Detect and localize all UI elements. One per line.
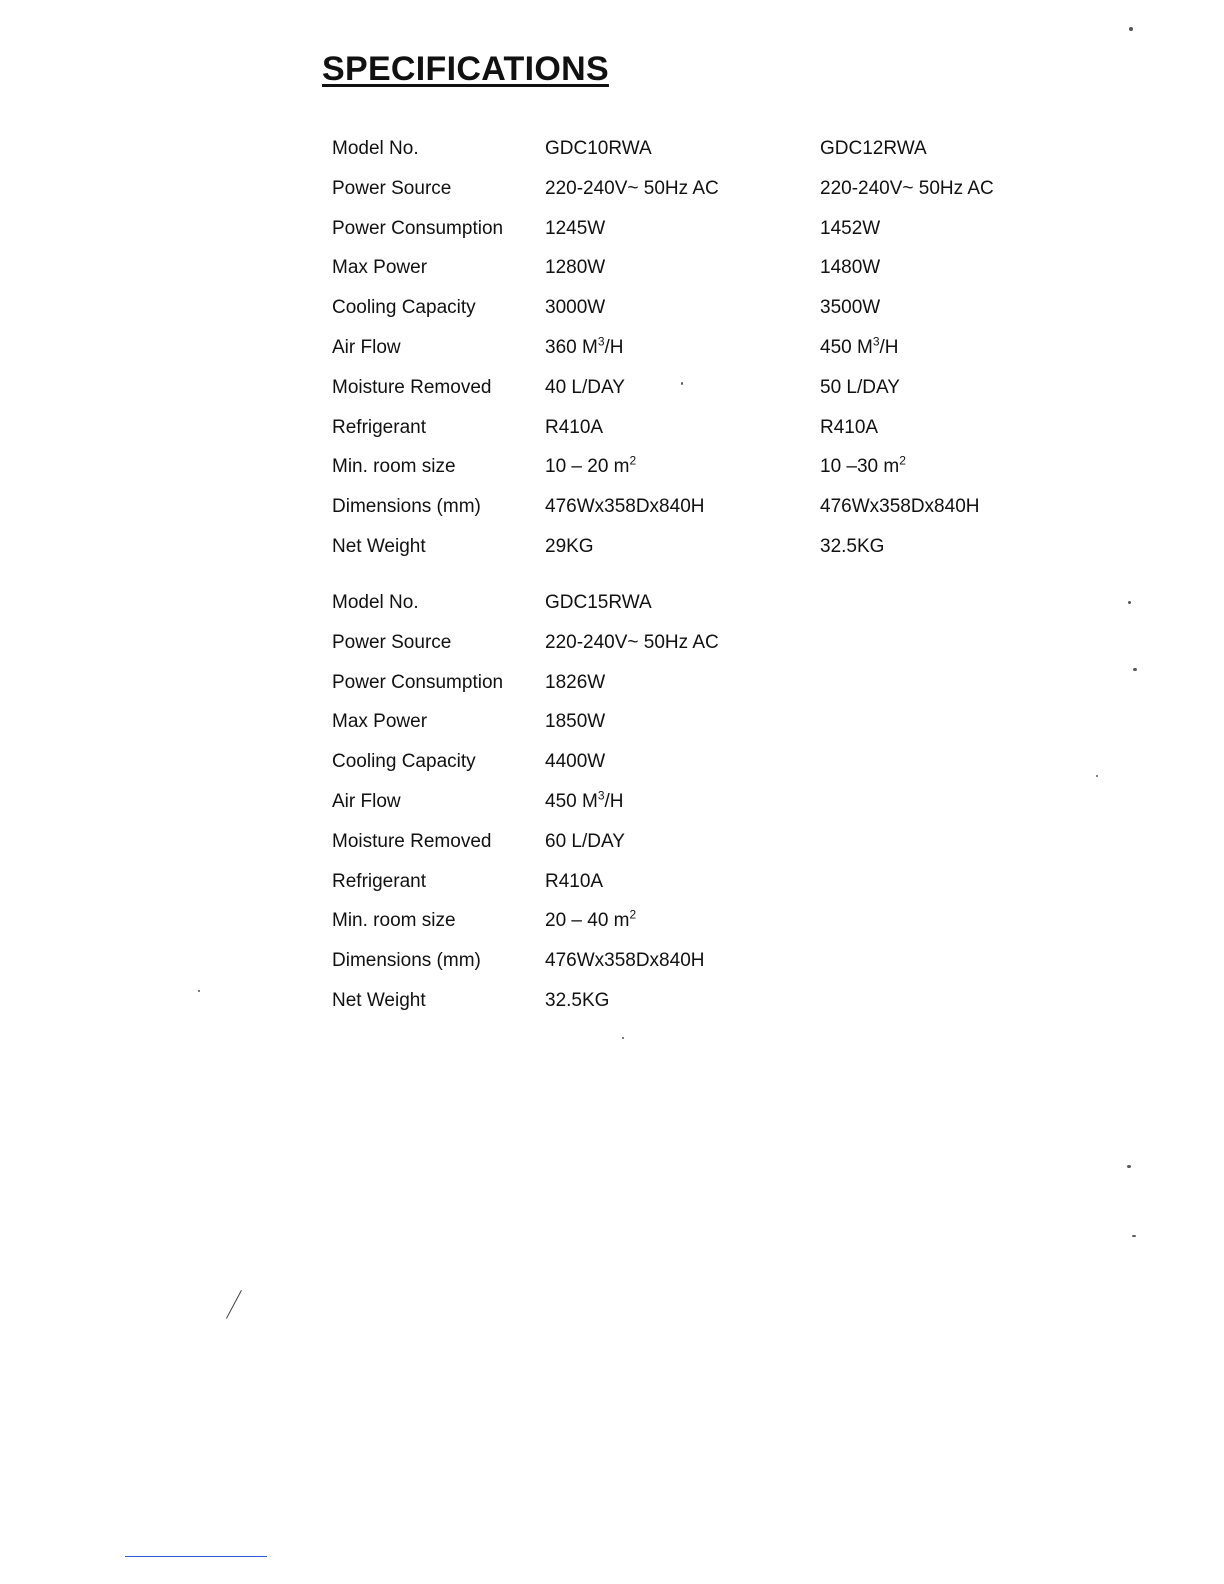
table-row	[332, 448, 1032, 488]
spec-value-a: 476Wx358Dx840H	[545, 950, 705, 972]
scan-speck	[622, 1037, 624, 1039]
spec-label: Power Consumption	[332, 671, 504, 693]
value-text: 360 M	[545, 336, 598, 358]
scan-speck	[1133, 668, 1137, 671]
spec-value-b: 1452W	[820, 217, 881, 239]
spec-label: Min. room size	[332, 456, 456, 478]
value-text: 450 M	[820, 336, 873, 358]
table-row	[332, 743, 1032, 783]
spec-value-b: R410A	[820, 416, 879, 438]
value-text: 20 – 40 m	[545, 910, 630, 932]
spec-value-a: 220-240V~ 50Hz AC	[545, 177, 719, 199]
spec-value-b: GDC12RWA	[820, 138, 927, 159]
spec-value-a: 1850W	[545, 711, 606, 733]
table-row	[332, 942, 1032, 982]
table-row	[332, 488, 1032, 528]
spec-label: Cooling Capacity	[332, 297, 476, 319]
spec-value-a: 3000W	[545, 297, 606, 319]
spec-value-b: 476Wx358Dx840H	[820, 496, 980, 518]
spec-label: Dimensions (mm)	[332, 496, 481, 518]
spec-value-a	[545, 456, 636, 478]
spec-value-a: R410A	[545, 416, 604, 438]
value-suffix: /H	[604, 336, 624, 358]
spec-value-a	[545, 910, 636, 932]
spec-value-a: 1826W	[545, 671, 606, 693]
table-row	[332, 863, 1032, 903]
scan-speck	[681, 382, 683, 385]
scan-speck	[1128, 601, 1131, 604]
table-row	[332, 329, 1032, 369]
spec-label: Moisture Removed	[332, 830, 492, 852]
spec-value-b	[820, 456, 906, 478]
table-row	[332, 783, 1032, 823]
spec-label: Moisture Removed	[332, 376, 492, 398]
spec-value-a: GDC15RWA	[545, 592, 652, 613]
spec-label: Max Power	[332, 711, 428, 733]
table-row	[332, 409, 1032, 449]
table-row	[332, 210, 1032, 250]
superscript: 3	[597, 334, 605, 349]
spec-value-a: R410A	[545, 870, 604, 892]
spec-label: Net Weight	[332, 535, 426, 557]
table-row	[332, 170, 1032, 210]
spec-value-a: 1280W	[545, 257, 606, 279]
table-row	[332, 823, 1032, 863]
spec-value-a: GDC10RWA	[545, 138, 652, 159]
table-row	[332, 982, 1032, 1022]
spec-value-b: 220-240V~ 50Hz AC	[820, 177, 994, 199]
spec-value-a: 1245W	[545, 217, 606, 239]
spec-value-b: 32.5KG	[820, 535, 885, 557]
spec-table-2	[332, 584, 1032, 1022]
table-row	[332, 664, 1032, 704]
value-text: 450 M	[545, 790, 598, 812]
spec-label: Refrigerant	[332, 416, 426, 438]
spec-value-b: 50 L/DAY	[820, 376, 900, 398]
spec-label: Dimensions (mm)	[332, 950, 481, 972]
spec-label: Model No.	[332, 592, 419, 613]
table-row	[332, 902, 1032, 942]
value-suffix: /H	[879, 336, 899, 358]
scan-speck	[1127, 1165, 1131, 1168]
spec-value-b: 1480W	[820, 257, 881, 279]
spec-label: Power Source	[332, 631, 452, 653]
spec-value-a: 476Wx358Dx840H	[545, 496, 705, 518]
spec-label: Refrigerant	[332, 870, 426, 892]
spec-label: Net Weight	[332, 989, 426, 1011]
value-text: 10 –30 m	[820, 456, 900, 478]
spec-value-a: 32.5KG	[545, 989, 610, 1011]
table-row	[332, 289, 1032, 329]
table-row	[332, 703, 1032, 743]
table-row	[332, 369, 1032, 409]
superscript: 3	[597, 788, 605, 803]
spec-value-a: 4400W	[545, 751, 606, 773]
page-title: SPECIFICATIONS	[322, 50, 609, 88]
spec-value-a: 40 L/DAY	[545, 376, 625, 398]
table-row	[332, 584, 1032, 624]
value-text: 10 – 20 m	[545, 456, 630, 478]
spec-value-a	[545, 334, 624, 359]
table-row	[332, 528, 1032, 568]
scan-speck	[1132, 1235, 1136, 1237]
table-row	[332, 624, 1032, 664]
spec-value-b: 3500W	[820, 297, 881, 319]
spec-value-a: 220-240V~ 50Hz AC	[545, 631, 719, 653]
spec-table-1	[332, 130, 1032, 568]
table-row	[332, 249, 1032, 289]
superscript: 2	[629, 454, 637, 469]
spec-label: Power Source	[332, 177, 452, 199]
spec-label: Cooling Capacity	[332, 751, 476, 773]
scan-speck	[1096, 775, 1098, 777]
spec-label: Air Flow	[332, 790, 401, 812]
superscript: 2	[629, 908, 637, 923]
scan-stroke	[226, 1290, 242, 1319]
spec-label: Model No.	[332, 138, 419, 159]
scan-speck	[198, 990, 200, 992]
value-suffix: /H	[604, 790, 624, 812]
superscript: 2	[899, 454, 906, 469]
spec-label: Air Flow	[332, 336, 401, 358]
scan-speck	[1129, 27, 1133, 31]
spec-value-a: 29KG	[545, 535, 594, 557]
bottom-rule	[125, 1556, 267, 1557]
spec-value-a: 60 L/DAY	[545, 830, 625, 852]
spec-value-b	[820, 334, 899, 359]
spec-label: Max Power	[332, 257, 428, 279]
spec-label: Power Consumption	[332, 217, 504, 239]
table-row	[332, 130, 1032, 170]
spec-value-a	[545, 788, 624, 813]
spec-label: Min. room size	[332, 910, 456, 932]
superscript: 3	[872, 334, 880, 349]
